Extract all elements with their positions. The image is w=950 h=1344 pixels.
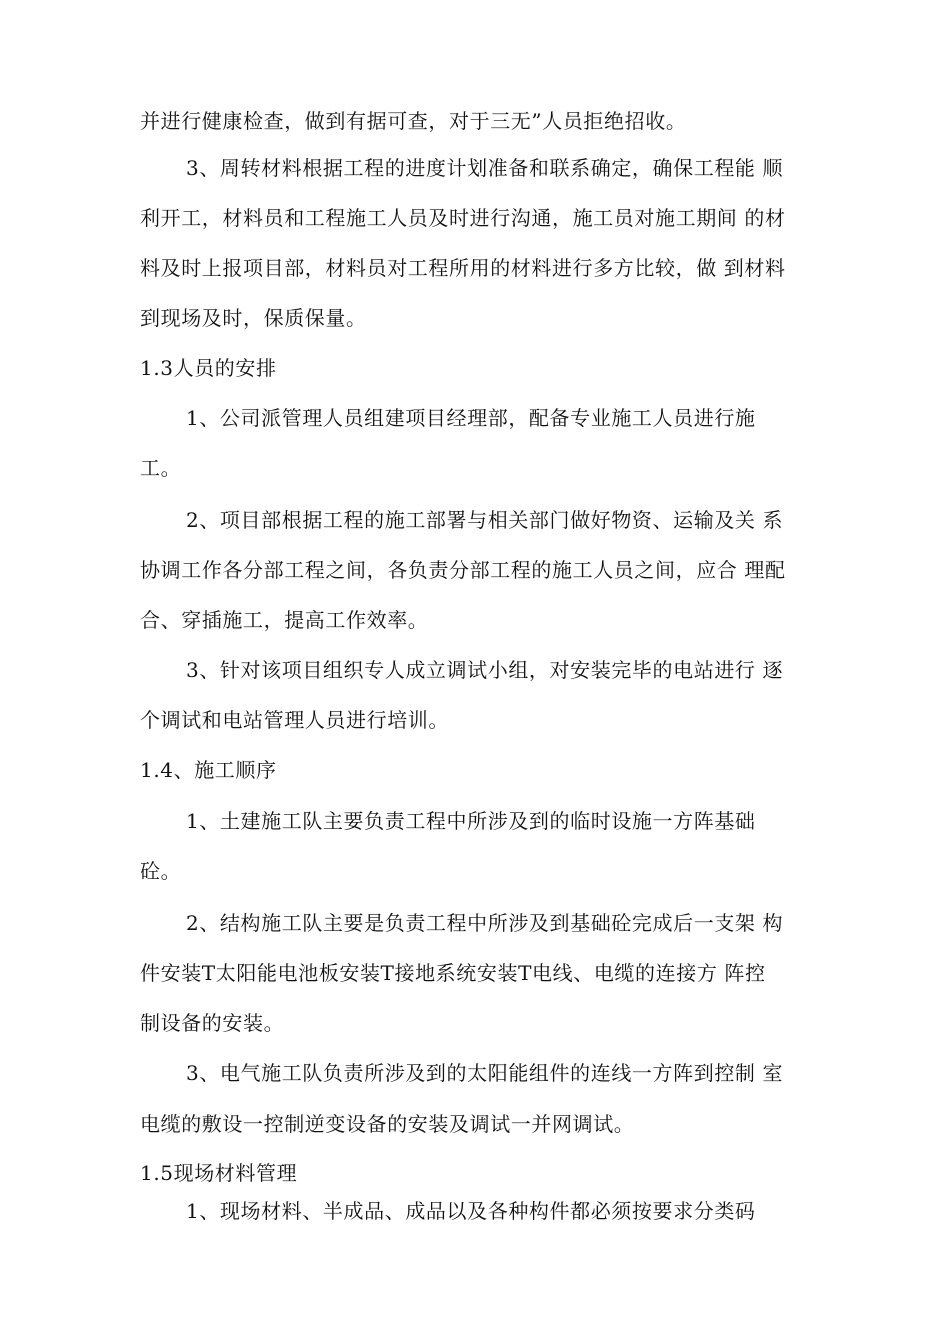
paragraph-line: 3、周转材料根据工程的进度计划准备和联系确定，确保工程能 顺 (186, 156, 784, 180)
paragraph-line: 个调试和电站管理人员进行培训。 (140, 708, 449, 732)
paragraph-line: 制设备的安装。 (140, 1011, 285, 1035)
paragraph-line: 电缆的敷设一控制逆变设备的安装及调试一并网调试。 (140, 1112, 635, 1136)
paragraph-line: 件安装T太阳能电池板安装T接地系统安装T电线、电缆的连接方 阵控 (140, 961, 766, 985)
section-heading: 1.3人员的安排 (140, 356, 277, 380)
section-heading: 1.4、施工顺序 (140, 758, 277, 782)
paragraph-line: 1、土建施工队主要负责工程中所涉及到的临时设施一方阵基础 (186, 809, 756, 833)
paragraph-line: 2、项目部根据工程的施工部署与相关部门做好物资、运输及关 系 (186, 508, 784, 532)
paragraph-line: 砼。 (140, 859, 182, 883)
paragraph-line: 到现场及时，保质保量。 (140, 306, 367, 330)
paragraph-line: 3、针对该项目组织专人成立调试小组，对安装完毕的电站进行 逐 (186, 658, 784, 682)
paragraph-line: 1、现场材料、半成品、成品以及各种构件都必须按要求分类码 (186, 1199, 756, 1223)
paragraph-line: 协调工作各分部工程之间，各负责分部工程的施工人员之间，应合 理配 (140, 558, 786, 582)
section-heading: 1.5现场材料管理 (140, 1161, 298, 1185)
paragraph-line: 1、公司派管理人员组建项目经理部，配备专业施工人员进行施 (186, 406, 756, 430)
paragraph-line: 工。 (140, 456, 182, 480)
paragraph-line: 合、穿插施工，提高工作效率。 (140, 608, 429, 632)
paragraph-line: 2、结构施工队主要是负责工程中所涉及到基础砼完成后一支架 构 (186, 911, 784, 935)
paragraph-line: 并进行健康检查，做到有据可查，对于三无”人员拒绝招收。 (140, 109, 687, 133)
paragraph-line: 3、电气施工队负责所涉及到的太阳能组件的连线一方阵到控制 室 (186, 1061, 784, 1085)
paragraph-line: 料及时上报项目部，材料员对工程所用的材料进行多方比较，做 到材料 (140, 256, 786, 280)
paragraph-line: 利开工，材料员和工程施工人员及时进行沟通，施工员对施工期间 的材 (140, 206, 786, 230)
